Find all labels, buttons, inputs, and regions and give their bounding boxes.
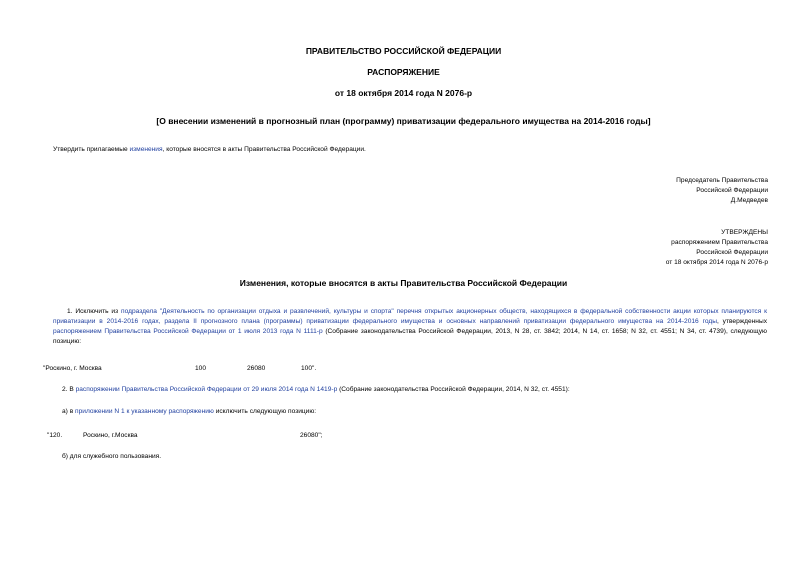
row-1-name: "Роскино, г. Москва bbox=[43, 365, 102, 372]
item-1-order-link[interactable]: распоряжением Правительства Российской Федерации от 1 июля 2013 года N 1111-р bbox=[53, 328, 323, 335]
changes-title: Изменения, которые вносятся в акты Правительства Российской Федерации bbox=[239, 278, 568, 288]
item-1-tail: (Собрание законодательства Российской Федерации, 2013, N 28, ст. 3842; 2014, N 14, ст. 1658; N 32, ст. 4551; N 34, ст. 4739), следующую позицию: bbox=[53, 328, 767, 345]
changes-link[interactable]: изменения bbox=[129, 146, 163, 153]
approved-block bbox=[666, 228, 768, 268]
org-title: ПРАВИТЕЛЬСТВО РОССИЙСКОЙ ФЕДЕРАЦИИ bbox=[305, 46, 502, 56]
approved-by: распоряжением Правительства bbox=[671, 239, 768, 246]
item-2-lead: 2. В bbox=[62, 386, 76, 393]
row-1-percent: 100 bbox=[195, 365, 207, 372]
row-1-code: 26080 bbox=[247, 365, 266, 372]
item-1-subsection-link[interactable]: подраздела "Деятельность по организации отдыха и развлечений, культуры и спорта" перечня открытых акционерных обществ, находящихся в федеральной собственности акции которых планируются к приватизации в 2014-2016 годах, раздела II прогнозного плана (программы) приватизации федерального имущества и основных направлений приватизации федерального имущества на 2014-2016 годы bbox=[53, 308, 768, 325]
item-2-tail: (Собрание законодательства Российской Федерации, 2014, N 32, ст. 4551): bbox=[337, 386, 570, 393]
item-2a-lead: а) в bbox=[62, 408, 76, 415]
item-2b-paragraph: б) для служебного пользования. bbox=[62, 453, 162, 460]
approved-date: от 18 октября 2014 года N 2076-р bbox=[665, 259, 768, 266]
approved-country: Российской Федерации bbox=[696, 249, 768, 256]
signature-country: Российской Федерации bbox=[696, 187, 768, 194]
row-1-end: 100". bbox=[301, 365, 317, 372]
doc-date-number: от 18 октября 2014 года N 2076-р bbox=[334, 88, 473, 98]
row-2-number: "120. bbox=[47, 432, 63, 439]
approve-suffix: , которые вносятся в акты Правительства Российской Федерации. bbox=[162, 146, 366, 153]
doc-subject: [О внесении изменений в прогнозный план (программу) приватизации федерального имущества на 2014-2016 годы] bbox=[156, 116, 651, 126]
item-2-order-link[interactable]: распоряжении Правительства Российской Федерации от 29 июля 2014 года N 1419-р bbox=[75, 386, 338, 393]
item-1-mid: , утвержденных bbox=[716, 318, 767, 325]
item-2a-tail: исключить следующую позицию: bbox=[213, 408, 317, 415]
signature-block bbox=[676, 176, 768, 206]
item-2-paragraph bbox=[62, 385, 570, 395]
row-2-code: 26080"; bbox=[300, 432, 323, 439]
approve-prefix: Утвердить прилагаемые bbox=[53, 146, 130, 153]
item-2a-paragraph bbox=[62, 407, 316, 417]
signature-name: Д.Медведев bbox=[730, 197, 768, 204]
item-2a-appendix-link[interactable]: приложении N 1 к указанному распоряжению bbox=[75, 408, 214, 415]
approved-label: УТВЕРЖДЕНЫ bbox=[721, 229, 768, 236]
doc-type: РАСПОРЯЖЕНИЕ bbox=[367, 67, 440, 77]
signature-position: Председатель Правительства bbox=[676, 177, 768, 184]
row-2-name: Роскино, г.Москва bbox=[83, 432, 138, 439]
item-1-lead: 1. Исключить из bbox=[67, 308, 122, 315]
approve-paragraph bbox=[53, 145, 366, 155]
item-1-paragraph bbox=[53, 307, 767, 347]
